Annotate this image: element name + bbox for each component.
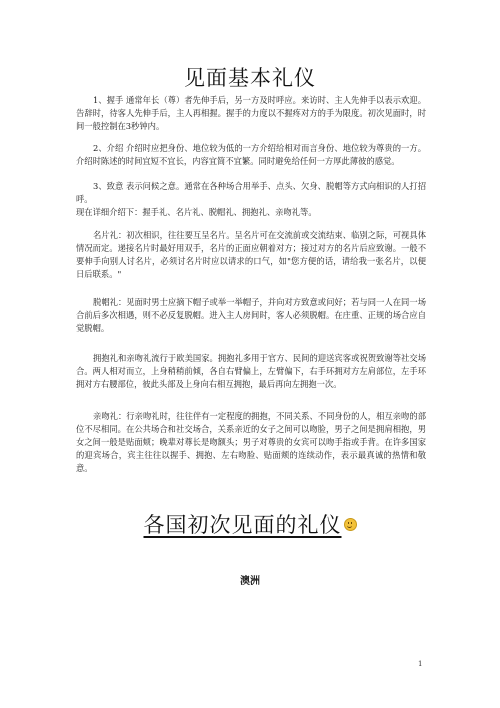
paragraph-hat: 脱帽礼：见面时男士应摘下帽子或举一举帽子，并向对方致意或问好；若与同一人在同一场合前后多次相遇，则不必反复脱帽。进入主人房间时，客人必须脱帽。在庄重、正规的场合应自觉脱帽。 [76,297,426,333]
page-title: 见面基本礼仪 [184,66,316,90]
page-number: 1 [418,660,423,668]
paragraph-overview: 现在详细介绍下：握手礼、名片礼、脱帽礼、拥抱礼、亲吻礼等。 [76,207,317,217]
region-heading: 澳洲 [240,576,260,587]
paragraph-greeting: 3、致意 表示问候之意。通常在各种场合用举手、点头、欠身、脱帽等方式向相识的人打招呼。 [76,181,426,204]
paragraph-kiss: 亲吻礼：行亲吻礼时，往往伴有一定程度的拥抱，不同关系、不同身份的人，相互亲吻的部位不尽相同。在公共场合和社交场合，关系亲近的女子之间可以吻脸，男子之间是拥肩相抱，男女之间一般是贴面颊；晚辈对尊长是吻额头；男子对尊贵的女宾可以吻手指或手背。在许多国家的迎宾场合，宾主往往以握手、拥抱、左右吻脸、贴面颊的连续动作，表示最真诚的热情和敬意。 [76,411,426,473]
section-title [0,509,500,539]
paragraph-handshake: 1、握手 通常年长（尊）者先伸手后，另一方及时呼应。来访时、主人先伸手以表示欢迎。告辞时，待客人先伸手后，主人再相握。握手的力度以不握疼对方的手为限度。初次见面时，时间一般控制在3秒钟内。 [76,95,426,131]
section-title-text: 各国初次见面的礼仪 [143,513,342,537]
paragraph-introduction: 2、介绍 介绍时应把身份、地位较为低的一方介绍给相对而言身份、地位较为尊贵的一方。介绍时陈述的时间宜短不宜长，内容宜简不宜繁。同时避免给任何一方厚此薄彼的感觉。 [76,143,426,166]
smiley-icon [344,518,357,531]
paragraph-hug: 拥抱礼和亲吻礼流行于欧美国家。拥抱礼多用于官方、民间的迎送宾客或祝贺致谢等社交场合。两人相对而立，上身稍稍前倾，各自右臂偏上，左臂偏下，右手环拥对方左肩部位，左手环拥对方右腰部位，彼此头部及上身向右相互拥抱，最后再向左拥抱一次。 [76,353,426,389]
paragraph-business-card: 名片礼：初次相识，往往要互呈名片。呈名片可在交流前或交流结束、临别之际，可视具体情况而定。递接名片时最好用双手，名片的正面应朝着对方；接过对方的名片后应致谢。一般不要伸手向别人讨名片，必须讨名片时应以请求的口气，如"您方便的话，请给我一张名片，以便日后联系。" [76,230,426,279]
